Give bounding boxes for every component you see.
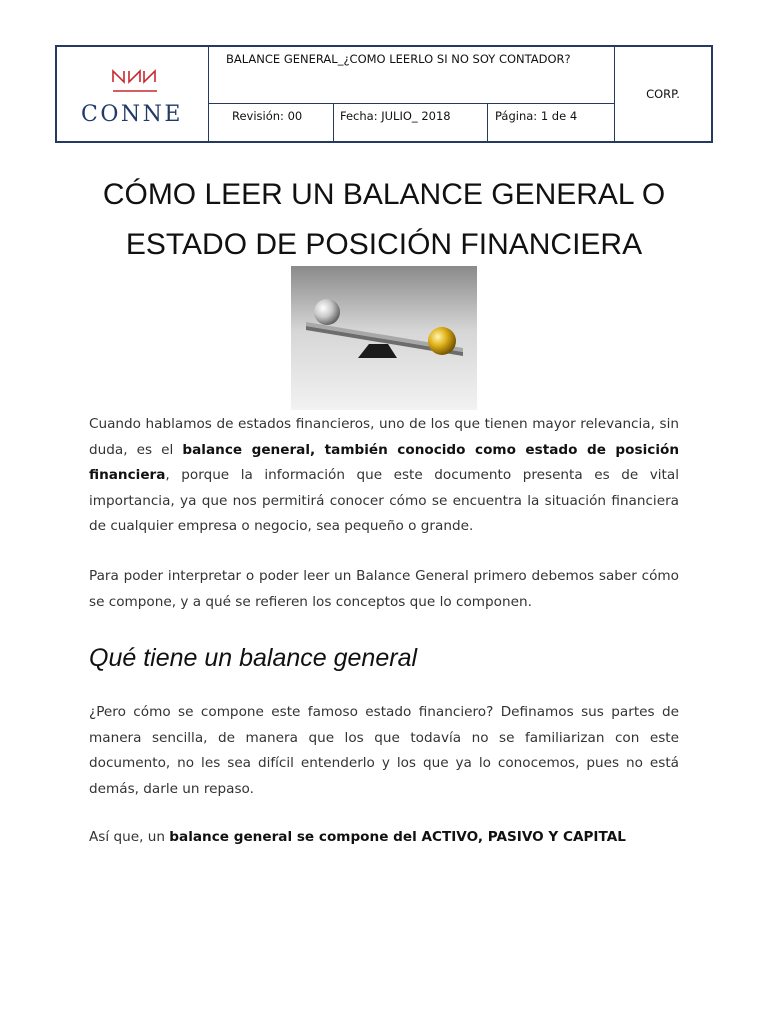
page-title	[0, 170, 768, 270]
logo-cell	[57, 47, 209, 141]
fourth-paragraph	[89, 825, 679, 851]
revision-label: Revisión: 00	[209, 104, 334, 141]
document-header-table	[55, 45, 713, 143]
corp-label: CORP.	[646, 87, 680, 101]
doc-title: BALANCE GENERAL_¿COMO LEERLO SI NO SOY CONTADOR?	[209, 47, 615, 104]
third-paragraph: ¿Pero cómo se compone este famoso estado financiero? Definamos sus partes de manera sencilla, de manera que los que todavía no se familiarizan con este documento, no les sea difícil entenderlo y los que ya lo conocemos, pues no está demás, darle un repaso.	[89, 704, 679, 797]
title-line-1: CÓMO LEER UN BALANCE GENERAL O	[102, 178, 666, 211]
balance-scale-image	[291, 266, 477, 410]
second-paragraph: Para poder interpretar o poder leer un Balance General primero debemos saber cómo se compone, y a qué se refieren los conceptos que lo componen.	[89, 568, 679, 610]
p1-bold-text: balance general, también conocido como estado de posición financiera	[89, 441, 679, 483]
section-heading: Qué tiene un balance general	[89, 644, 418, 672]
intro-paragraph	[89, 412, 679, 540]
logo-text: CONNE	[81, 102, 183, 127]
p4-text-a: Así que, un	[89, 829, 170, 845]
p1-text-a: Cuando hablamos de estados financieros, uno de los que tienen mayor relevancia, sin duda, es el	[89, 416, 679, 458]
date-label: Fecha: JULIO_ 2018	[334, 104, 488, 141]
p4-bold-text: balance general se compone del ACTIVO, PASIVO Y CAPITAL	[169, 829, 626, 845]
conne-logo-icon	[111, 69, 159, 95]
p1-text-c: , porque la información que este documento presenta es de vital importancia, ya que nos permitirá conocer cómo se encuentra la situación financiera de cualquier empresa o negocio, sea pequeño o grande.	[89, 467, 679, 534]
page-number-label: Página: 1 de 4	[488, 104, 615, 141]
title-line-2: ESTADO DE POSICIÓN FINANCIERA	[125, 228, 643, 261]
